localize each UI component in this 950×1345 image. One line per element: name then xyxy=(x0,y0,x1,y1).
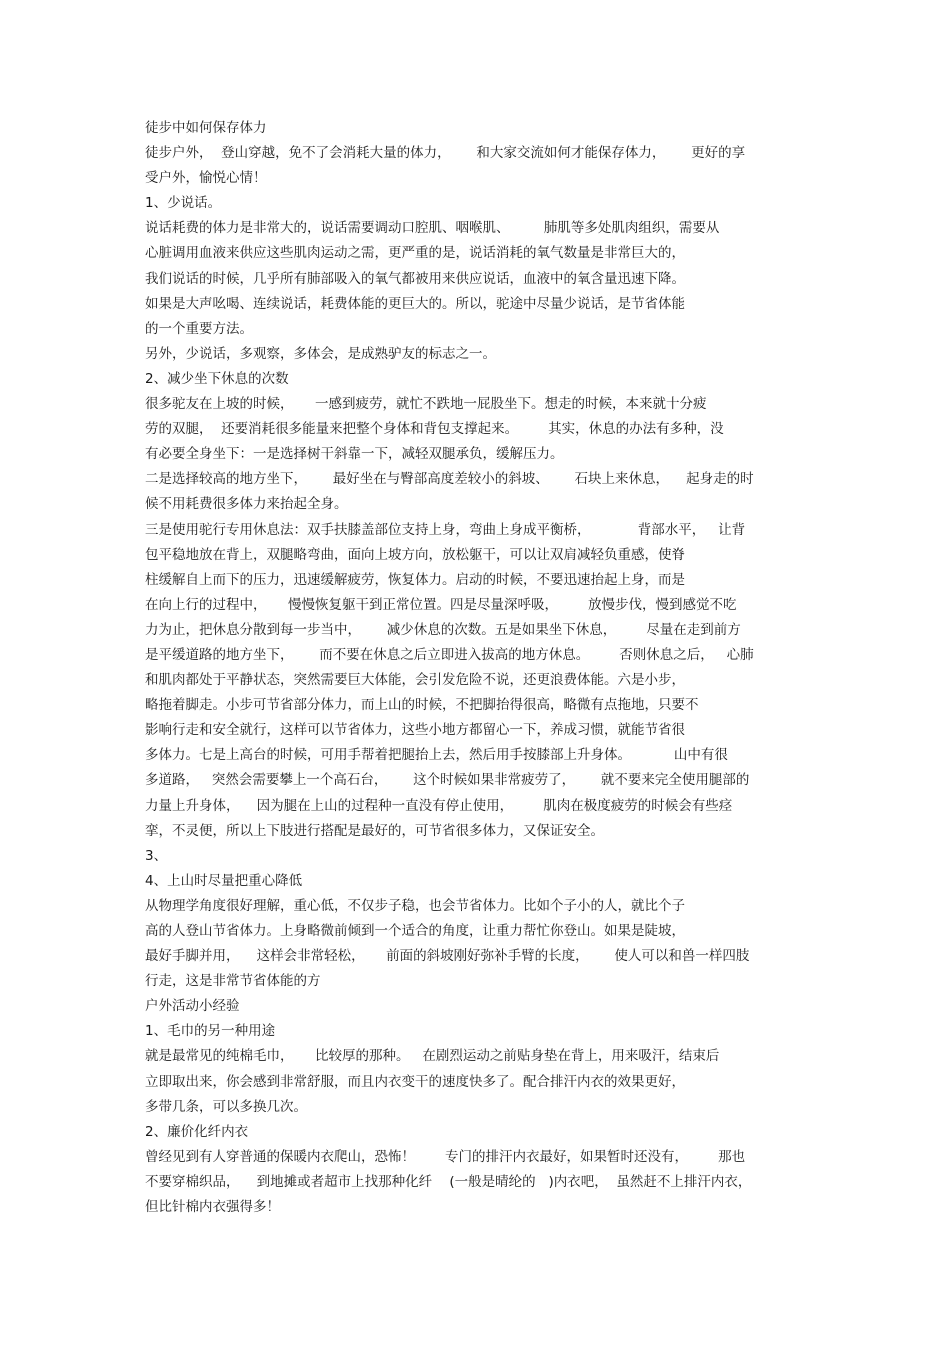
text-line: 1、少说话。 xyxy=(145,195,222,212)
text-line: 心脏调用血液来供应这些肌肉运动之需，更严重的是，说话消耗的氧气数量是非常巨大的， xyxy=(145,245,685,262)
text-line: 高的人登山节省体力。上身略微前倾到一个适合的角度，让重力帮忙你登山。如果是陡坡， xyxy=(145,923,685,939)
text-line: 和肌肉都处于平静状态，突然需要巨大体能，会引发危险不说，还更浪费体能。六是小步， xyxy=(145,672,685,689)
text-line: 柱缓解自上而下的压力，迅速缓解疲劳，恢复体力。启动的时候，不要迅速抬起上身，而是 xyxy=(145,571,685,588)
text-line: 3、 xyxy=(145,847,168,864)
text-line: 二是选择较高的地方坐下， 最好坐在与臀部高度差较小的斜坡、 石块上来休息， 起身走的时 xyxy=(145,471,754,488)
text-line: 三是使用驼行专用休息法：双手扶膝盖部位支持上身，弯曲上身成平衡桥， 背部水平， 让背 xyxy=(145,521,746,538)
text-line: 候不用耗费很多体力来抬起全身。 xyxy=(145,496,348,513)
text-line: 就是最常见的纯棉毛巾， 比较厚的那种。 在剧烈运动之前贴身垫在背上，用来吸汗，结束后 xyxy=(145,1048,720,1065)
text-line: 影响行走和安全就行，这样可以节省体力，这些小地方都留心一下，养成习惯，就能节省很 xyxy=(145,722,685,739)
text-line: 不要穿棉织品， 到地摊或者超市上找那种化纤 (一般是晴纶的 )内衣吧， 虽然赶不上排汗内衣， xyxy=(145,1173,752,1190)
text-line: 曾经见到有人穿普通的保暖内衣爬山，恐怖！ 专门的排汗内衣最好，如果暂时还没有， 那也 xyxy=(145,1148,746,1165)
text-line: 立即取出来，你会感到非常舒服，而且内衣变干的速度快多了。配合排汗内衣的效果更好， xyxy=(145,1073,685,1090)
text-line: 另外，少说话，多观察，多体会，是成熟驴友的标志之一。 xyxy=(145,345,496,362)
text-line: 在向上行的过程中， 慢慢恢复躯干到正常位置。四是尽量深呼吸， 放慢步伐，慢到感觉不吃 xyxy=(145,596,737,613)
text-line: 很多驼友在上坡的时候， 一感到疲劳，就忙不跌地一屁股坐下。想走的时候，本来就十分疲 xyxy=(145,396,707,413)
text-line: 4、上山时尽量把重心降低 xyxy=(145,872,303,889)
text-line: 2、廉价化纤内衣 xyxy=(145,1123,249,1140)
text-line: 是平缓道路的地方坐下， 而不要在休息之后立即进入拔高的地方休息。 否则休息之后， 心肺 xyxy=(145,646,754,663)
text-line: 的一个重要方法。 xyxy=(145,320,253,337)
text-line: 最好手脚并用， 这样会非常轻松， 前面的斜坡刚好弥补手臂的长度， 使人可以和兽一样四肢 xyxy=(145,948,750,965)
text-line: 略拖着脚走。小步可节省部分体力，而上山的时候，不把脚抬得很高，略微有点拖地，只要不 xyxy=(145,697,699,714)
text-line: 力为止，把休息分散到每一步当中， 减少休息的次数。五是如果坐下休息， 尽量在走到前方 xyxy=(145,621,741,638)
text-line: 多道路， 突然会需要攀上一个高石台， 这个时候如果非常疲劳了， 就不要来完全使用腿部的 xyxy=(145,772,750,789)
text-line: 2、减少坐下休息的次数 xyxy=(145,370,289,387)
document-body xyxy=(145,116,810,1220)
text-line: 从物理学角度很好理解，重心低，不仅步子稳，也会节省体力。比如个子小的人，就比个子 xyxy=(145,897,685,914)
text-line: 受户外，愉悦心情！ xyxy=(145,170,267,187)
text-line: 但比针棉内衣强得多！ xyxy=(145,1199,280,1216)
text-line: 户外活动小经验 xyxy=(145,998,240,1015)
text-line: 多体力。七是上高台的时候，可用手帮着把腿抬上去，然后用手按膝部上升身体。 山中有很 xyxy=(145,747,728,764)
text-line: 我们说话的时候，几乎所有肺部吸入的氧气都被用来供应说话，血液中的氧含量迅速下降。 xyxy=(145,270,685,287)
text-line: 有必要全身坐下：一是选择树干斜靠一下，减轻双腿承负，缓解压力。 xyxy=(145,446,564,463)
text-line: 力量上升身体， 因为腿在上山的过程种一直没有停止使用， 肌肉在极度疲劳的时候会有些痉 xyxy=(145,797,733,814)
text-line: 行走，这是非常节省体能的方 xyxy=(145,973,321,990)
text-line: 多带几条，可以多换几次。 xyxy=(145,1098,307,1115)
text-line: 如果是大声吆喝、连续说话，耗费体能的更巨大的。所以，驼途中尽量少说话，是节省体能 xyxy=(145,295,685,312)
text-line: 徒步户外， 登山穿越，免不了会消耗大量的体力， 和大家交流如何才能保存体力， 更好的享 xyxy=(145,145,746,162)
text-line: 挛，不灵便，所以上下肢进行搭配是最好的，可节省很多体力，又保证安全。 xyxy=(145,822,604,839)
text-line: 包平稳地放在背上，双腿略弯曲，面向上坡方向，放松躯干，可以让双肩减轻负重感，使脊 xyxy=(145,546,685,563)
text-line: 1、毛巾的另一种用途 xyxy=(145,1023,276,1040)
text-line: 说话耗费的体力是非常大的，说话需要调动口腔肌、咽喉肌、 肺肌等多处肌肉组织，需要从 xyxy=(145,220,720,237)
text-line: 劳的双腿， 还要消耗很多能量来把整个身体和背包支撑起来。 其实，休息的办法有多种，没 xyxy=(145,421,724,438)
document-title: 徒步中如何保存体力 xyxy=(145,120,267,136)
